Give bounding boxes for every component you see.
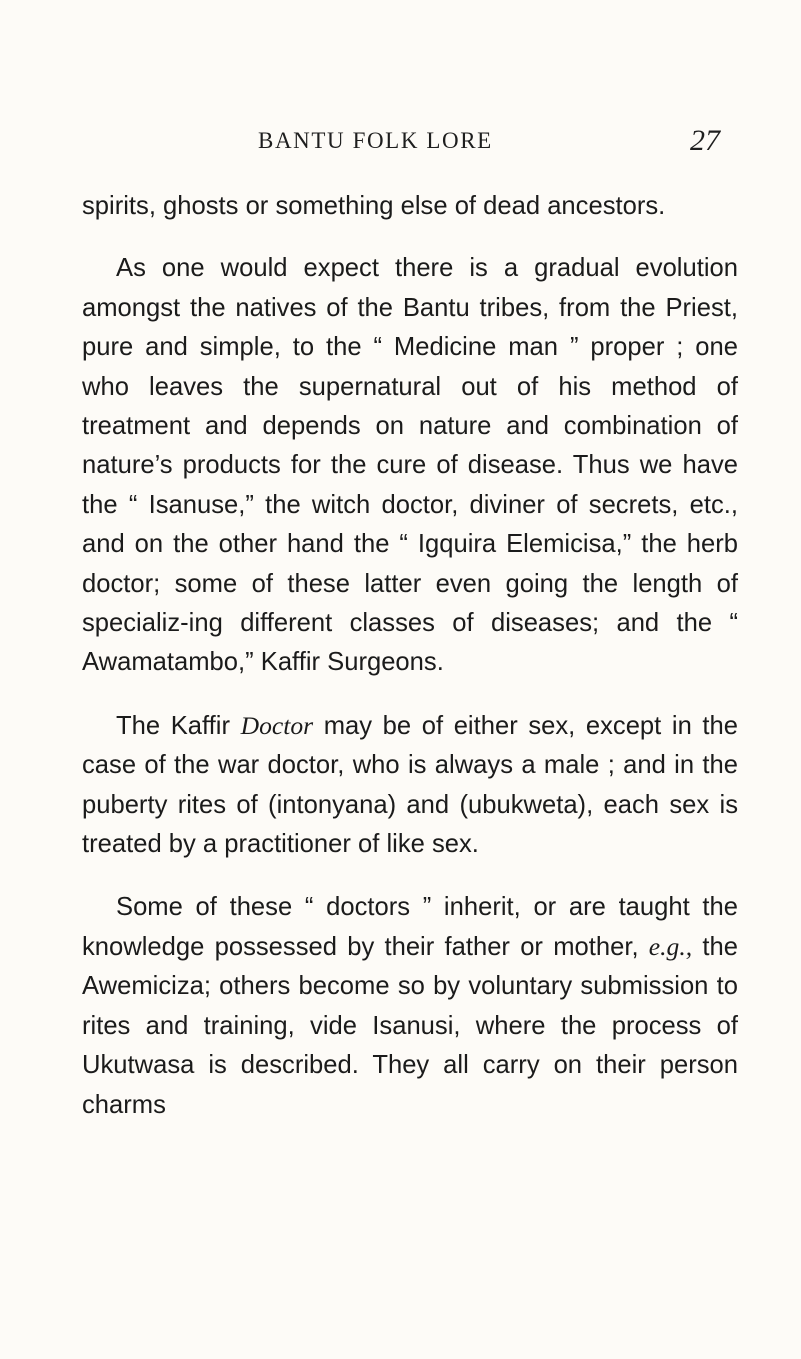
paragraph-continued <box>82 187 738 226</box>
paragraph-text: spirits, ghosts or something else of dead ancestors. <box>82 192 666 220</box>
paragraph-kaffir-doctor <box>82 706 738 865</box>
paragraph-medicine-man <box>82 249 738 682</box>
page-header <box>0 124 801 168</box>
page-number: 27 <box>690 124 720 157</box>
italic-term: Doctor <box>240 710 314 740</box>
paragraph-text-after: the Awemiciza; others become so by voluntary submission to rites and training, vide Isanusi, where the process of Ukutwasa is described. They all carry on their person charms <box>82 932 738 1119</box>
paragraph-text-after: may be of either sex, except in the case of the war doctor, who is always a male ; and in the puberty rites of (intonyana) and (ubukweta), each sex is treated by a practitioner of like sex. <box>82 711 738 859</box>
running-head: BANTU FOLK LORE <box>258 128 493 153</box>
italic-term: e.g., <box>648 931 693 961</box>
paragraph-text-before: Some of these “ doctors ” inherit, or are taught the knowledge possessed by their father or mother, <box>82 892 738 961</box>
body-text <box>82 187 738 1148</box>
paragraph-text: As one would expect there is a gradual evolution amongst the natives of the Bantu tribes, from the Priest, pure and simple, to the “ Medicine man ” proper ; one who leaves the supernatural out of his method of treatment and depends on nature and combination of nature’s products for the cure of disease. Thus we have the “ Isanuse,” the witch doctor, diviner of secrets, etc., and on the other hand the “ Igquira Elemicisa,” the herb doctor; some of these latter even going the length of specializ-ing different classes of diseases; and the “ Awamatambo,” Kaffir Surgeons. <box>82 254 738 677</box>
paragraph-doctors-inherit <box>82 888 738 1125</box>
paragraph-text-before: The Kaffir <box>116 711 241 740</box>
